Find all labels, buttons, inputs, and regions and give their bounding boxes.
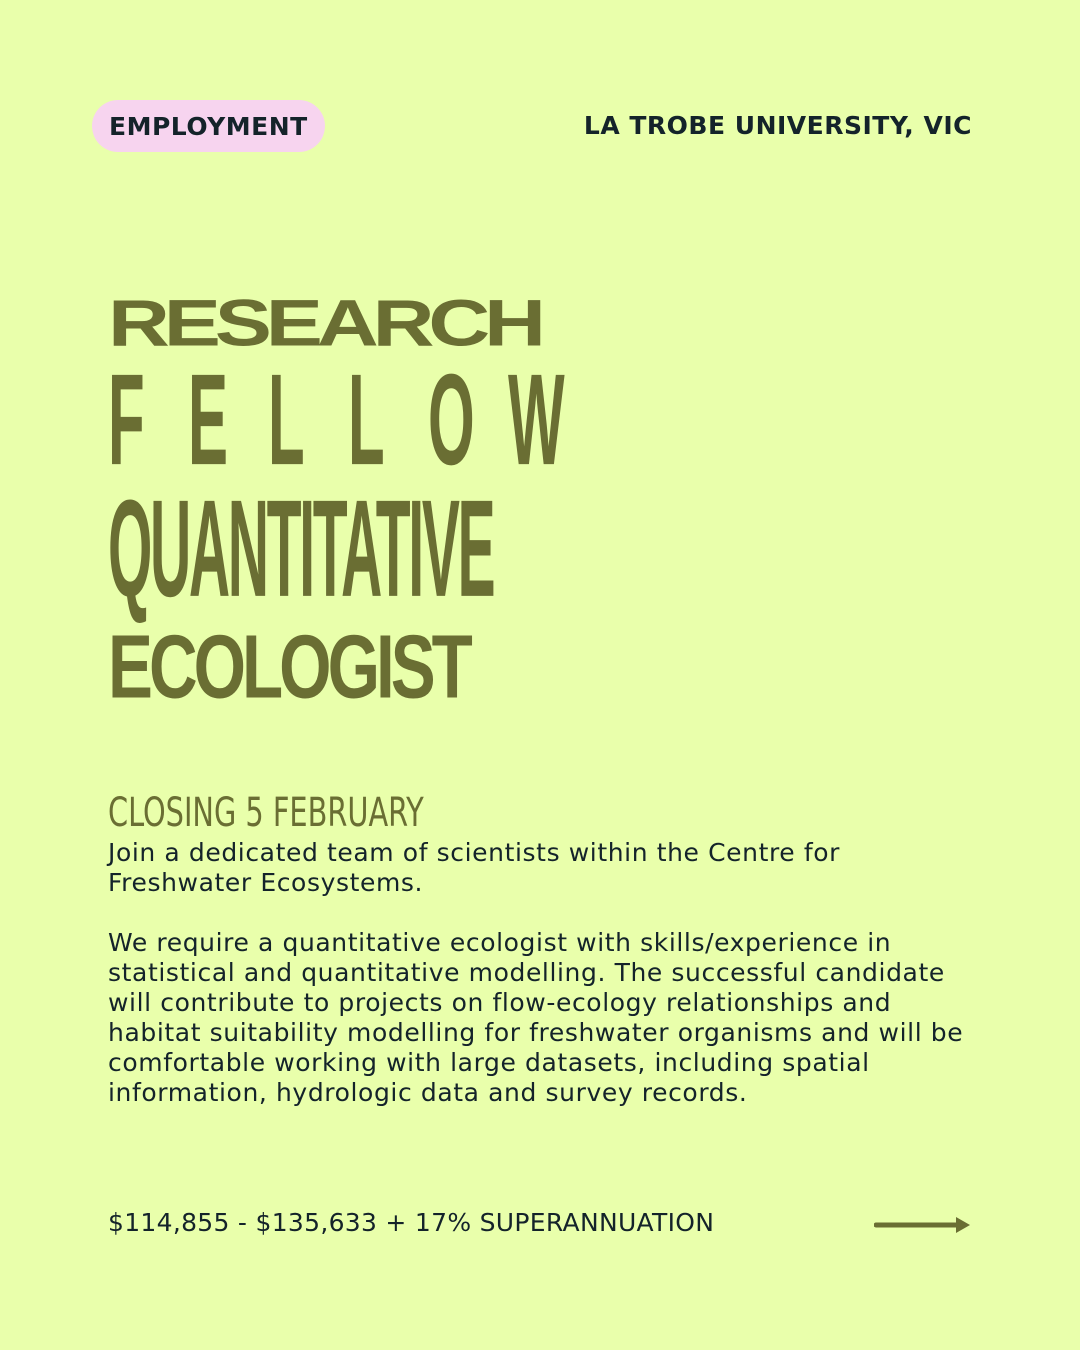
title-letter: W <box>508 347 565 493</box>
title-letter: L <box>348 347 385 493</box>
title-letter: O <box>428 347 475 493</box>
title-line-research: RESEARCH <box>108 286 540 360</box>
title-line-ecologist: ECOLOGIST <box>108 616 469 718</box>
closing-date: CLOSING 5 FEBRUARY <box>108 790 424 836</box>
description-paragraph-2: We require a quantitative ecologist with skills/experience in statistical and quantitative modelling. The successful candidate will contribute to projects on flow-ecology relationships and habitat suitability modelling for freshwater organisms and will be comfortable working with large datasets, including spatial information, hydrologic data and survey records. <box>108 928 964 1107</box>
salary-range: $114,855 - $135,633 + 17% SUPERANNUATION <box>108 1208 715 1237</box>
title-line-quantitative: QUANTITATIVE <box>108 470 494 626</box>
title-letter: L <box>268 347 305 493</box>
arrow-right-icon[interactable] <box>874 1212 974 1238</box>
location-label: LA TROBE UNIVERSITY, VIC <box>583 111 972 140</box>
job-description <box>108 838 978 1108</box>
description-paragraph-1: Join a dedicated team of scientists within the Centre for Freshwater Ecosystems. <box>108 838 841 897</box>
title-letter: F <box>108 347 145 493</box>
title-letter: E <box>188 347 229 493</box>
employment-tag: EMPLOYMENT <box>92 100 325 152</box>
